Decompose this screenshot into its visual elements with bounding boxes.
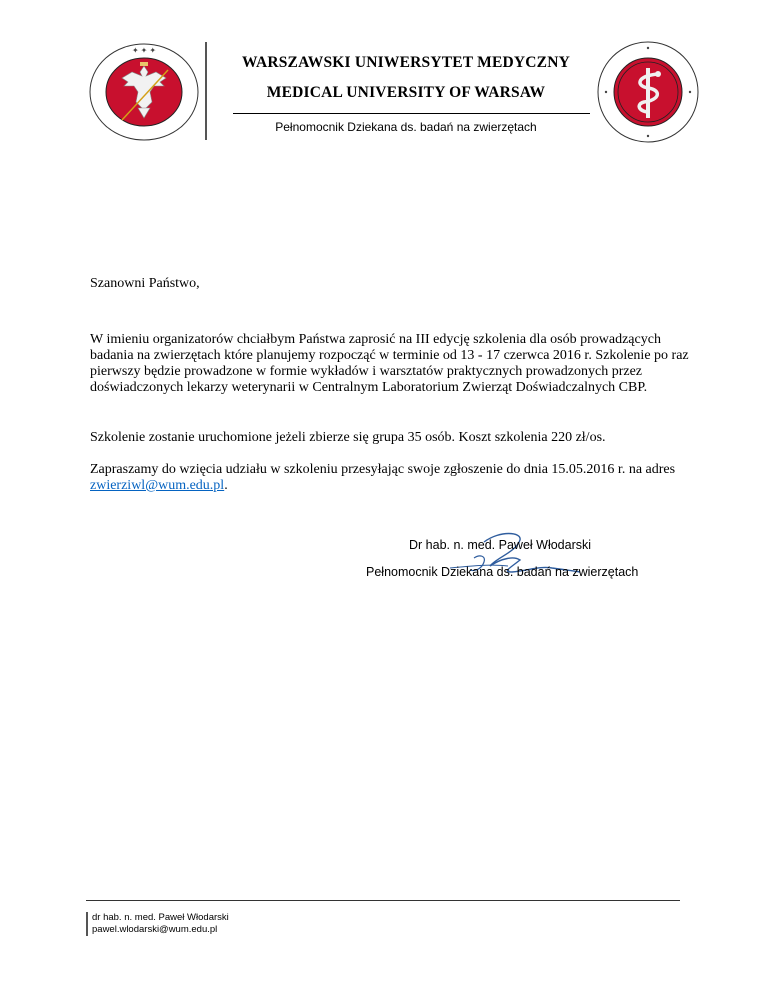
signatory-role: Pełnomocnik Dziekana ds. badań na zwierzętach — [366, 565, 639, 579]
footer-accent-bar — [86, 912, 88, 936]
handwritten-signature — [440, 528, 590, 588]
paragraph-registration-text: Zapraszamy do wzięcia udziału w szkoleniu przesyłając swoje zgłoszenie do dnia 15.05.2016 r. na adres — [90, 462, 676, 477]
footer-contact — [92, 912, 229, 936]
header-divider-vertical — [205, 42, 207, 140]
contact-email-link[interactable]: zwierziwl@wum.edu.pl — [90, 478, 225, 493]
paragraph-invitation: W imieniu organizatorów chciałbym Państwa zaprosić na III edycję szkolenia dla osób prowadzących badania na zwierzętach które planujemy rozpocząć w terminie od 13 - 17 czerwca 2016 r. Szkolenie po raz pierwszy będzie prowadzone w formie wykładów i warsztatów praktycznych prowadzonych przez doświadczonych lekarzy weterynarii w Centralnym Laboratorium Zwierząt Doświadczalnych CBP. — [90, 332, 689, 395]
footer-email: pawel.wlodarski@wum.edu.pl — [92, 924, 218, 935]
university-seal-logo — [88, 42, 200, 142]
paragraph-cost: Szkolenie zostanie uruchomione jeżeli zbierze się grupa 35 osób. Koszt szkolenia 220 zł/os. — [90, 430, 606, 445]
paragraph-registration-end: . — [224, 478, 228, 493]
greeting: Szanowni Państwo, — [90, 276, 200, 291]
header-rule — [233, 113, 590, 114]
footer-name: dr hab. n. med. Paweł Włodarski — [92, 912, 229, 923]
footer-rule — [86, 900, 680, 901]
svg-text:✦ ✦ ✦: ✦ ✦ ✦ — [131, 46, 157, 55]
university-name-polish: WARSZAWSKI UNIWERSYTET MEDYCZNY — [241, 54, 571, 71]
faculty-seal-logo — [592, 40, 704, 144]
university-name-english: MEDICAL UNIVERSITY OF WARSAW — [266, 84, 546, 101]
signatory-name: Dr hab. n. med. Paweł Włodarski — [409, 538, 592, 552]
header-subtitle: Pełnomocnik Dziekana ds. badań na zwierzętach — [275, 120, 537, 134]
paragraph-registration — [90, 462, 690, 494]
